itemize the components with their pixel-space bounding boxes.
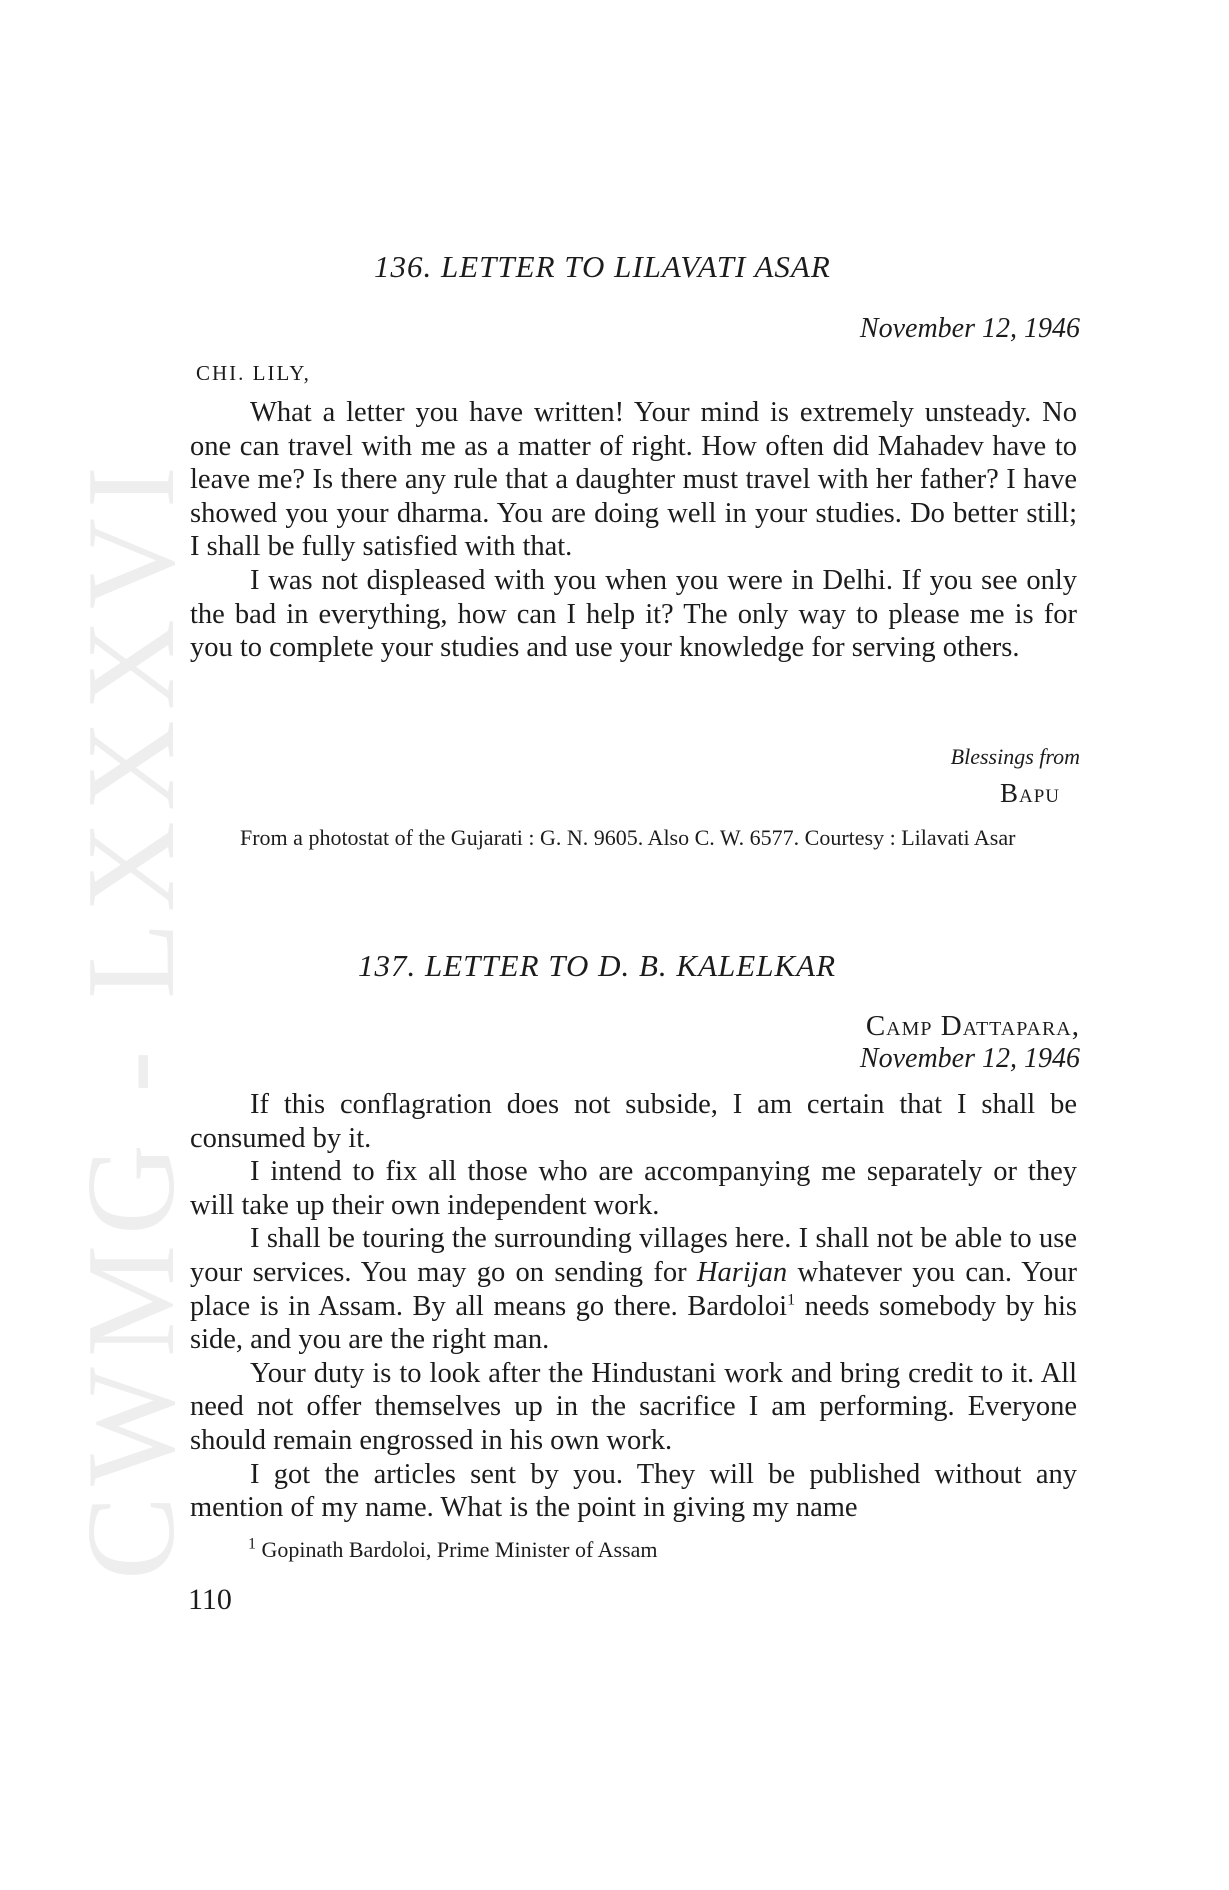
letter-136-source-note (196, 821, 1076, 854)
letter-137-body (190, 1088, 1077, 1525)
letter-136-heading: 136. LETTER TO LILAVATI ASAR (374, 249, 831, 284)
footnote-reference: 1 (787, 1291, 796, 1309)
letter-137-paragraph-1: If this conflagration does not subside, I am certain that I shall be consumed by it. (190, 1089, 1077, 1154)
letter-136-paragraph-2: I was not displeased with you when you were in Delhi. If you see only the bad in everything, how can I help it? The only way to please me is for you to complete your studies and use your knowledge for serving others. (190, 564, 1077, 664)
letter-136-blessing: Blessings from (950, 744, 1080, 769)
paragraph-3-text-c: needs somebody by his side, and you are the right man. (190, 1290, 1077, 1356)
footnote (248, 1537, 657, 1563)
letter-137-paragraph-5: I got the articles sent by you. They will be published without any mention of my name. What is the point in giving my name (190, 1458, 1077, 1524)
letter-137-heading: 137. LETTER TO D. B. KALELKAR (358, 948, 837, 983)
paragraph-3-text-a: I shall be touring the surrounding villages here. I shall not be able to use your services. You may go on sending for (190, 1223, 1077, 1288)
footnote-marker: 1 (248, 1535, 256, 1553)
letter-136-body (190, 396, 1077, 665)
harijan-title: Harijan (696, 1256, 788, 1288)
letter-137-place: Camp Dattapara, (865, 1010, 1080, 1042)
paragraph-3-text-b: whatever you can. Your place is in Assam. By all means go there. Bardoloi (190, 1256, 1077, 1322)
letter-137-paragraph-2: I intend to fix all those who are accompanying me separately or they will take up their own independent work. (190, 1156, 1077, 1221)
letter-137-paragraph-4: Your duty is to look after the Hindustani work and bring credit to it. All need not offer themselves up in the sacrifice I am performing. Everyone should remain engrossed in his own work. (190, 1357, 1077, 1456)
letter-136-paragraph-1: What a letter you have written! Your mind is extremely unsteady. No one can travel with me as a matter of right. How often did Mahadev have to leave me? Is there any rule that a daughter must travel with her father? I have showed you your dharma. You are doing well in your studies. Do better still; I shall be fully satisfied with that. (190, 397, 1077, 563)
letter-136-salutation: CHI. LILY, (196, 361, 311, 385)
source-note-text: From a photostat of the Gujarati : G. N. 9605. Also C. W. 6577. Courtesy : Lilavati Asar (240, 825, 1016, 850)
letter-136-date: November 12, 1946 (859, 313, 1080, 344)
footnote-text: Gopinath Bardoloi, Prime Minister of Assam (256, 1537, 658, 1562)
page-number: 110 (188, 1583, 232, 1616)
letter-137-paragraph-3 (190, 1222, 1077, 1356)
letter-137-date: November 12, 1946 (859, 1043, 1080, 1074)
watermark: CWMG - LXXXVI (62, 456, 201, 1580)
letter-136-signature: Bapu (999, 778, 1060, 808)
